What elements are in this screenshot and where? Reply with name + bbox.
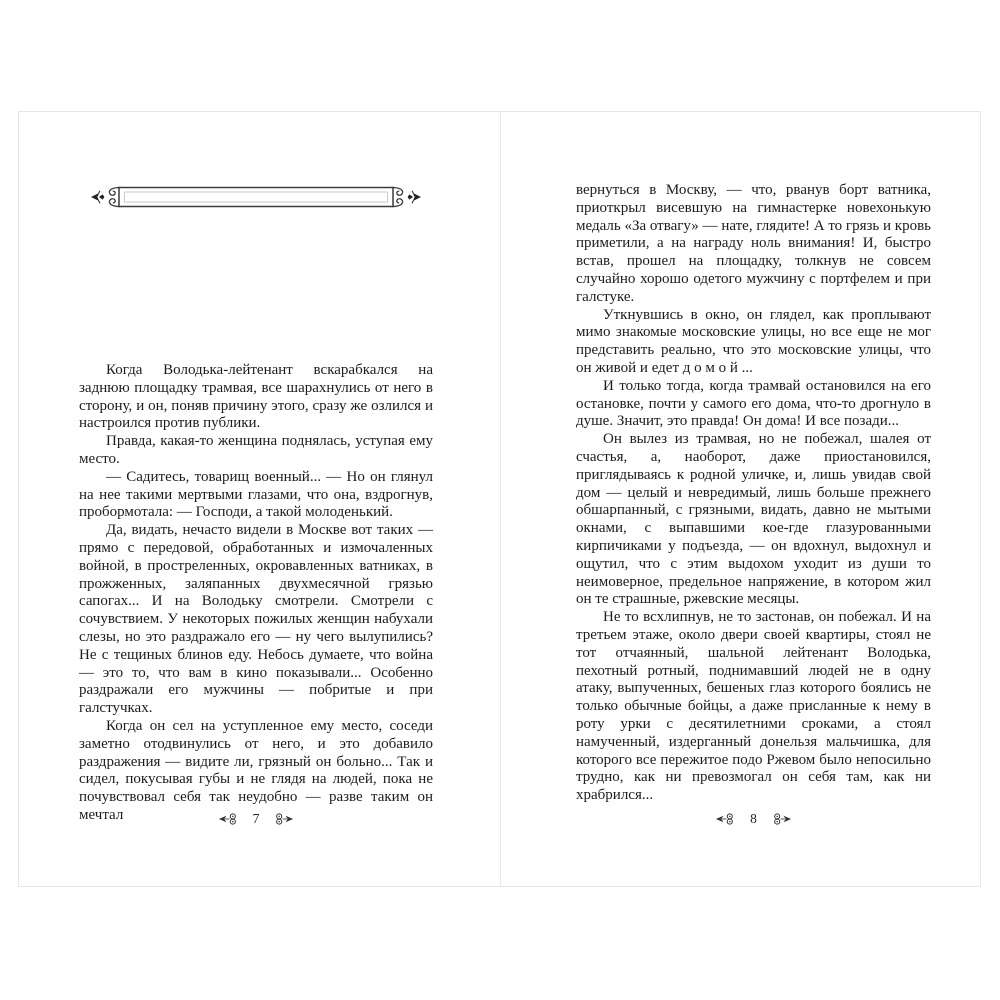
fleuron-right-icon [272, 812, 294, 826]
page-text-right [576, 182, 931, 805]
paragraph: Да, видать, нечасто видели в Москве вот таких — прямо с передовой, обработанных и измочаленных войной, в простреленных, окровавленных ватниках, в прожженных, заляпанных двухмесячной грязью сапогах... И на Володьку смотрели. Смотрели с сочувствием. У некоторых пожилых женщин набухали слезы, но это раздражало его — ну чего вылупились? Не с тещиных блинов еду. Небось думаете, что война — это то, что вам в кино показывали... Особенно раздражали его мужчины — побритые и при галстучках. [79, 522, 433, 717]
page-divider [500, 112, 501, 886]
paragraph: Когда Володька-лейтенант вскарабкался на заднюю площадку трамвая, все шарахнулись от него в сторону, и он, поняв причину этого, сразу же озлился и настроился против публики. [79, 362, 433, 432]
paragraph: — Садитесь, товарищ военный... — Но он глянул на нее такими мертвыми глазами, что она, вздрогнув, пробормотала: — Господи, а такой молоденький. [79, 468, 433, 521]
fleuron-left-icon [715, 812, 737, 826]
page-number: 8 [750, 811, 757, 826]
page-right [576, 112, 931, 886]
paragraph: И только тогда, когда трамвай остановился на его остановке, почти у самого его дома, что-то дрогнуло в душе. Значит, это правда! Он дома! И все позади... [576, 377, 931, 430]
paragraph: Он вылез из трамвая, но не побежал, шалея от счастья, а, наоборот, даже приостановился, приглядываясь к родной уличке, и, лишь увидав свой дом — целый и невредимый, лишь больше прежнего обшарпанный, с грязными, видать, давно не мытыми окнами, с выпавшими кое-где глазурованными кирпичиками у подъезда, — он вдохнул, выдохнул и ощутил, что с этим выдохом уходит из души то неимоверное, предельное напряжение, в котором жил он те страшные, ржевские месяцы. [576, 431, 931, 608]
book-spread [18, 111, 981, 887]
paragraph: Уткнувшись в окно, он глядел, как проплывают мимо знакомые московские улицы, но все еще не мог представить реально, что это московские улицы, что он живой и едет д о м о й ... [576, 306, 931, 376]
page-text-left [79, 362, 433, 825]
page-number: 7 [252, 811, 260, 826]
page-left [79, 112, 433, 886]
paragraph: Когда он сел на уступленное ему место, соседи заметно отодвинулись от него, и это добавило раздражения — видите ли, грязный он больно... Так и сидел, покусывая губы и не глядя на людей, пока не почувствовал себя так неудобно — разве таким он мечтал [79, 717, 433, 823]
chapter-header-ornament-icon [86, 182, 426, 212]
fleuron-left-icon [218, 812, 240, 826]
paragraph: Правда, какая-то женщина поднялась, уступая ему место. [79, 433, 433, 467]
page-number-row-right [576, 811, 931, 827]
fleuron-right-icon [770, 812, 792, 826]
paragraph: Не то всхлипнув, не то застонав, он побежал. И на третьем этаже, около двери своей квартиры, стоял не тот отчаянный, шальной лейтенант Володька, пехотный ротный, поднимавший людей не в одну атаку, выпученных, бешеных глаз которого боялись не только обычные бойцы, а даже присланные к нему в роту урки с десятилетними сроками, а стоял намученный, издерганный донельзя мальчишка, для которого все пережитое подо Ржевом было непосильно трудно, как ни превозмогал он себя там, как ни храбрился... [576, 609, 931, 804]
paragraph-continuation: вернуться в Москву, — что, рванув борт ватника, приоткрыл висевшую на гимнастерке новехонькую медаль «За отвагу» — нате, глядите! А то грязь и кровь приметили, а на награду ноль внимания! И, быстро встав, прошел на площадку, толкнув не совсем случайно хорошо одетого мужчину с портфелем и при галстуке. [576, 182, 931, 305]
page-number-row-left [79, 811, 433, 827]
